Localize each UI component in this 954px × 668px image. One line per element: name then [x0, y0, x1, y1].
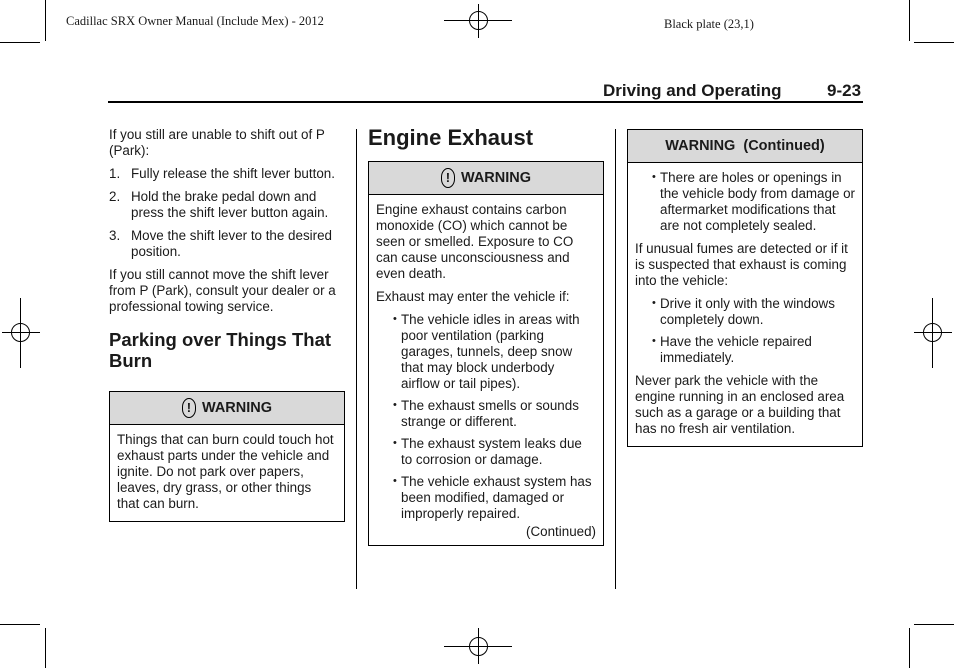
- list-item: [635, 170, 855, 234]
- bullet-icon: •: [393, 475, 397, 487]
- plate-label: Black plate (23,1): [664, 17, 754, 31]
- warning-body: [369, 195, 603, 545]
- bullet-list: [376, 312, 596, 522]
- warning-header: [628, 130, 862, 163]
- followup-paragraph: If you still cannot move the shift lever from P (Park), consult your dealer or a professional towing service.: [109, 267, 336, 314]
- column-left: [109, 127, 345, 522]
- intro-paragraph: If you still are unable to shift out of P (Park):: [109, 127, 325, 158]
- bullet-icon: •: [652, 171, 656, 183]
- warning-paragraph: Exhaust may enter the vehicle if:: [376, 289, 570, 304]
- registration-mark-left: [0, 298, 42, 368]
- subsection-heading: Parking over Things That Burn: [109, 329, 332, 371]
- registration-mark-bottom: [444, 624, 512, 668]
- registration-mark-right: [912, 298, 954, 368]
- list-item: [376, 312, 596, 392]
- bullet-icon: •: [652, 335, 656, 347]
- step-text: Fully release the shift lever button.: [131, 166, 335, 181]
- crop-mark: [0, 42, 40, 43]
- continued-label: (Continued): [526, 524, 596, 539]
- bullet-text: There are holes or openings in the vehicle body from damage or aftermarket modifications that are not completely sealed.: [660, 170, 856, 233]
- section-title: Driving and Operating: [603, 81, 782, 100]
- bullet-icon: •: [393, 437, 397, 449]
- column-divider: [356, 129, 357, 589]
- warning-box: [627, 129, 863, 447]
- list-item: [376, 398, 596, 430]
- warning-header: [110, 392, 344, 425]
- crop-mark: [914, 624, 954, 625]
- step-number: 3.: [109, 228, 121, 243]
- list-item: [109, 228, 345, 260]
- bullet-icon: •: [393, 313, 397, 325]
- bullet-text: The exhaust system leaks due to corrosion or damage.: [401, 436, 582, 467]
- bullet-icon: •: [652, 297, 656, 309]
- warning-box: [368, 161, 604, 546]
- warning-paragraph: Engine exhaust contains carbon monoxide (CO) which cannot be seen or smelled. Exposure to CO can cause unconsciousness and even death.: [376, 202, 574, 281]
- document-title: Cadillac SRX Owner Manual (Include Mex) - 2012: [66, 14, 324, 28]
- warning-icon: !: [182, 398, 196, 418]
- bullet-text: The exhaust smells or sounds strange or different.: [401, 398, 579, 429]
- crop-mark: [909, 0, 910, 41]
- bullet-list: [635, 170, 855, 234]
- list-item: [376, 474, 596, 522]
- list-item: [109, 189, 345, 221]
- crop-mark: [45, 628, 46, 668]
- warning-body: [110, 425, 344, 521]
- crop-mark: [909, 628, 910, 668]
- bullet-list: [635, 296, 855, 366]
- warning-text: Things that can burn could touch hot exhaust parts under the vehicle and ignite. Do not park over papers, leaves, dry grass, or other things that can burn.: [117, 432, 334, 511]
- bullet-icon: •: [393, 399, 397, 411]
- column-middle: [368, 124, 604, 546]
- warning-paragraph: Never park the vehicle with the engine running in an enclosed area such as a garage or a building that has no fresh air ventilation.: [635, 373, 845, 436]
- step-text: Hold the brake pedal down and press the shift lever button again.: [131, 189, 329, 220]
- header-rule: [108, 101, 863, 103]
- page-number: 9-23: [827, 81, 862, 100]
- steps-list: [109, 166, 345, 260]
- warning-header: [369, 162, 603, 195]
- warning-body: [628, 163, 862, 446]
- warning-label: WARNING: [201, 400, 273, 416]
- warning-label: WARNING: [460, 170, 532, 186]
- bullet-text: The vehicle idles in areas with poor ventilation (parking garages, tunnels, deep snow that may block underbody airflow or tail pipes).: [401, 312, 580, 391]
- crop-mark: [45, 0, 46, 41]
- warning-box: [109, 391, 345, 522]
- step-text: Move the shift lever to the desired position.: [131, 228, 332, 259]
- bullet-text: Have the vehicle repaired immediately.: [660, 334, 812, 365]
- column-divider: [615, 129, 616, 589]
- step-number: 1.: [109, 166, 121, 181]
- list-item: [109, 166, 345, 182]
- crop-mark: [914, 42, 954, 43]
- crop-mark: [0, 624, 40, 625]
- list-item: [376, 436, 596, 468]
- column-right: [627, 129, 863, 447]
- warning-label: WARNING (Continued): [665, 138, 825, 154]
- bullet-text: Drive it only with the windows completely down.: [660, 296, 835, 327]
- registration-mark-top: [444, 0, 512, 42]
- warning-paragraph: If unusual fumes are detected or if it is suspected that exhaust is coming into the vehicle:: [635, 241, 848, 288]
- section-heading: Engine Exhaust: [368, 125, 534, 150]
- list-item: [635, 334, 855, 366]
- bullet-text: The vehicle exhaust system has been modified, damaged or improperly repaired.: [401, 474, 592, 521]
- step-number: 2.: [109, 189, 121, 204]
- warning-icon: !: [441, 168, 455, 188]
- list-item: [635, 296, 855, 328]
